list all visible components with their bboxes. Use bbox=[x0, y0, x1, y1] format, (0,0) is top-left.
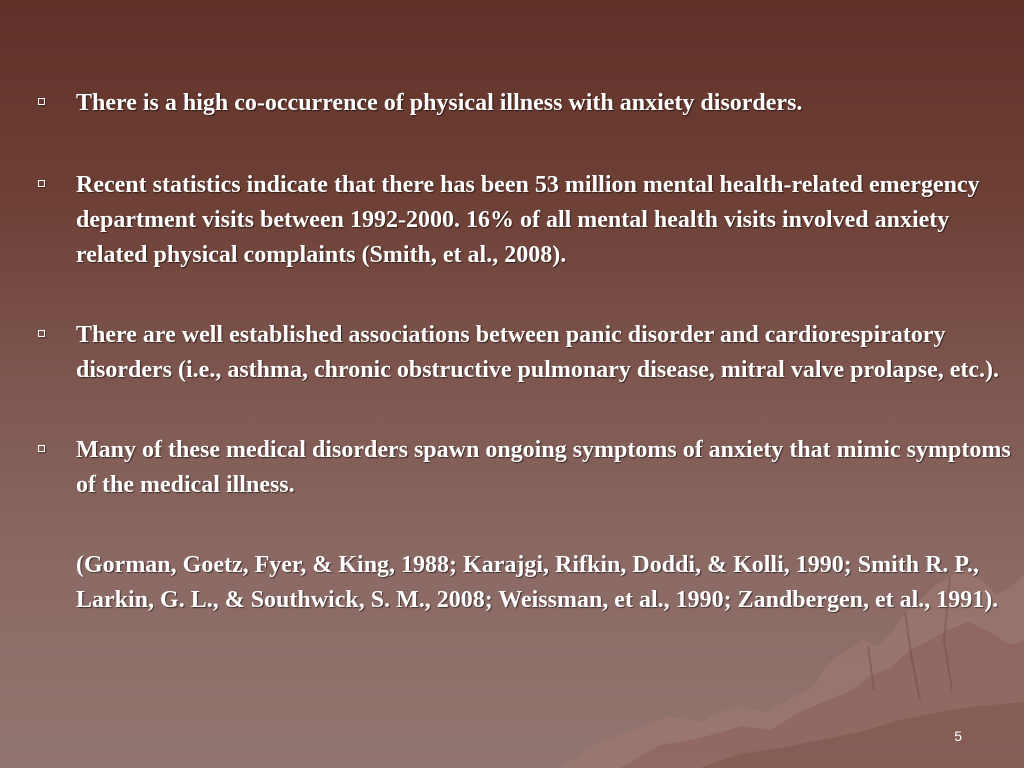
square-bullet-icon bbox=[38, 330, 45, 337]
references-text: (Gorman, Goetz, Fyer, & King, 1988; Karajgi, Rifkin, Doddi, & Kolli, 1990; Smith R. P., Larkin, G. L., & Southwick, S. M., 2008; Weissman, et al., 1990; Zandbergen, et al., 1991). bbox=[76, 552, 999, 613]
square-bullet-icon bbox=[38, 98, 45, 105]
bullet-text: There is a high co-occurrence of physical illness with anxiety disorders. bbox=[76, 90, 803, 116]
bullet-item bbox=[38, 433, 1018, 503]
slide-body bbox=[38, 86, 1018, 618]
bullet-item bbox=[38, 168, 1018, 273]
page-number: 5 bbox=[954, 728, 962, 744]
square-bullet-icon bbox=[38, 445, 45, 452]
bullet-item bbox=[38, 86, 1018, 121]
bullet-text: Many of these medical disorders spawn ongoing symptoms of anxiety that mimic symptoms of the medical illness. bbox=[76, 437, 1011, 498]
square-bullet-icon bbox=[38, 180, 45, 187]
bullet-item bbox=[38, 318, 1018, 388]
bullet-text: Recent statistics indicate that there has been 53 million mental health-related emergency department visits between 1992-2000. 16% of all mental health visits involved anxiety related physical complaints (Smith, et al., 2008). bbox=[76, 172, 980, 268]
bullet-text: There are well established associations between panic disorder and cardiorespiratory disorders (i.e., asthma, chronic obstructive pulmonary disease, mitral valve prolapse, etc.). bbox=[76, 322, 1000, 383]
